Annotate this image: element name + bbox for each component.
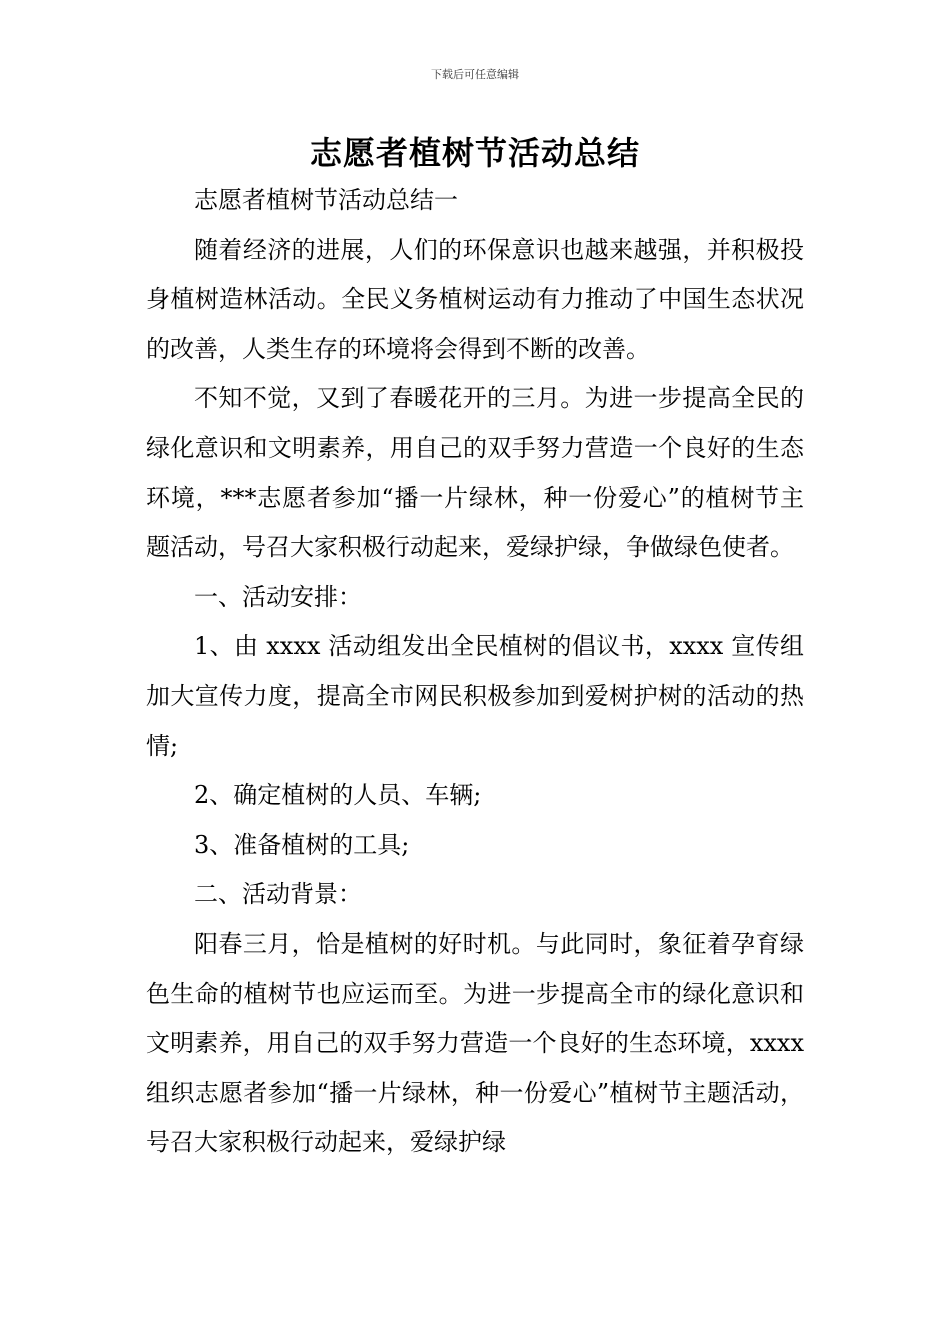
section-heading: 一、活动安排： [194, 582, 362, 611]
list-item: 2、确定植树的人员、车辆; [194, 781, 482, 810]
body-paragraph: 不知不觉，又到了春暖花开的三月。为进一步提高全民的绿化意识和文明素养，用自己的双手努力营造一个良好的生态环境，***志愿者参加“播一片绿林，种一份爱心”的植树节主题活动，号召大家积极行动起来，爱绿护绿，争做绿色使者。 [146, 384, 804, 562]
list-item: 3、准备植树的工具; [194, 830, 410, 859]
header-note: 下载后可任意编辑 [431, 68, 519, 81]
document-title: 志愿者植树节活动总结 [309, 134, 640, 172]
body-paragraph: 随着经济的进展，人们的环保意识也越来越强，并积极投身植树造林活动。全民义务植树运动有力推动了中国生态状况的改善，人类生存的环境将会得到不断的改善。 [146, 235, 804, 363]
subtitle-paragraph: 志愿者植树节活动总结一 [194, 186, 458, 214]
body-paragraph: 阳春三月，恰是植树的好时机。与此同时，象征着孕育绿色生命的植树节也应运而至。为进一步提高全市的绿化意识和文明素养，用自己的双手努力营造一个良好的生态环境，xxxx 组织志愿者参加“播一片绿林，种一份爱心”植树节主题活动，号召大家积极行动起来，爱绿护绿 [146, 929, 804, 1157]
list-item: 1、由 xxxx 活动组发出全民植树的倡议书，xxxx 宣传组加大宣传力度，提高全市网民积极参加到爱树护树的活动的热情; [146, 632, 804, 760]
document-body [146, 176, 804, 1168]
section-heading: 二、活动背景： [194, 880, 362, 909]
